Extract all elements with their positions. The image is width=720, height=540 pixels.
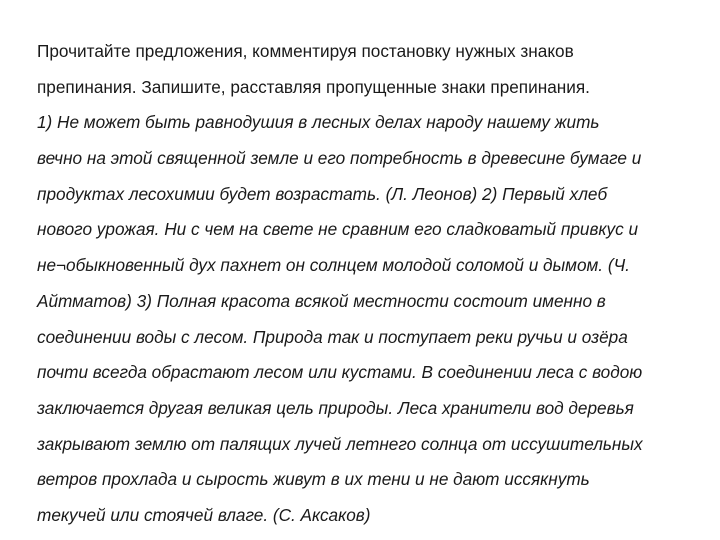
instruction-line: препинания. Запишите, расставляя пропущенные знаки препинания. <box>37 76 590 97</box>
exercise-line: 1) Не может быть равнодушия в лесных делах народу нашему жить <box>37 112 600 133</box>
exercise-line: текучей или стоячей влаге. (С. Аксаков) <box>37 504 371 525</box>
exercise-line: не¬обыкновенный дух пахнет он солнцем молодой соломой и дымом. (Ч. <box>37 255 630 276</box>
exercise-line: вечно на этой священной земле и его потребность в древесине бумаге и <box>37 148 642 169</box>
instruction-line: Прочитайте предложения, комментируя постановку нужных знаков <box>37 41 574 61</box>
exercise-line: соединении воды с лесом. Природа так и поступает реки ручьи и озёра <box>37 326 628 347</box>
exercise-line: нового урожая. Ни с чем на свете не сравним его сладковатый привкус и <box>37 219 639 240</box>
document-text <box>37 34 697 534</box>
exercise-line: Айтматов) 3) Полная красота всякой местности состоит именно в <box>37 290 606 311</box>
exercise-line: продуктах лесохимии будет возрастать. (Л. Леонов) 2) Первый хлеб <box>37 183 608 204</box>
exercise-line: почти всегда обрастают лесом или кустами. В соединении леса с водою <box>37 362 643 383</box>
exercise-line: заключается другая великая цель природы. Леса хранители вод деревья <box>37 397 634 418</box>
exercise-line: закрывают землю от палящих лучей летнего солнца от иссушительных <box>37 433 643 454</box>
exercise-line: ветров прохлада и сырость живут в их тени и не дают иссякнуть <box>37 469 590 490</box>
